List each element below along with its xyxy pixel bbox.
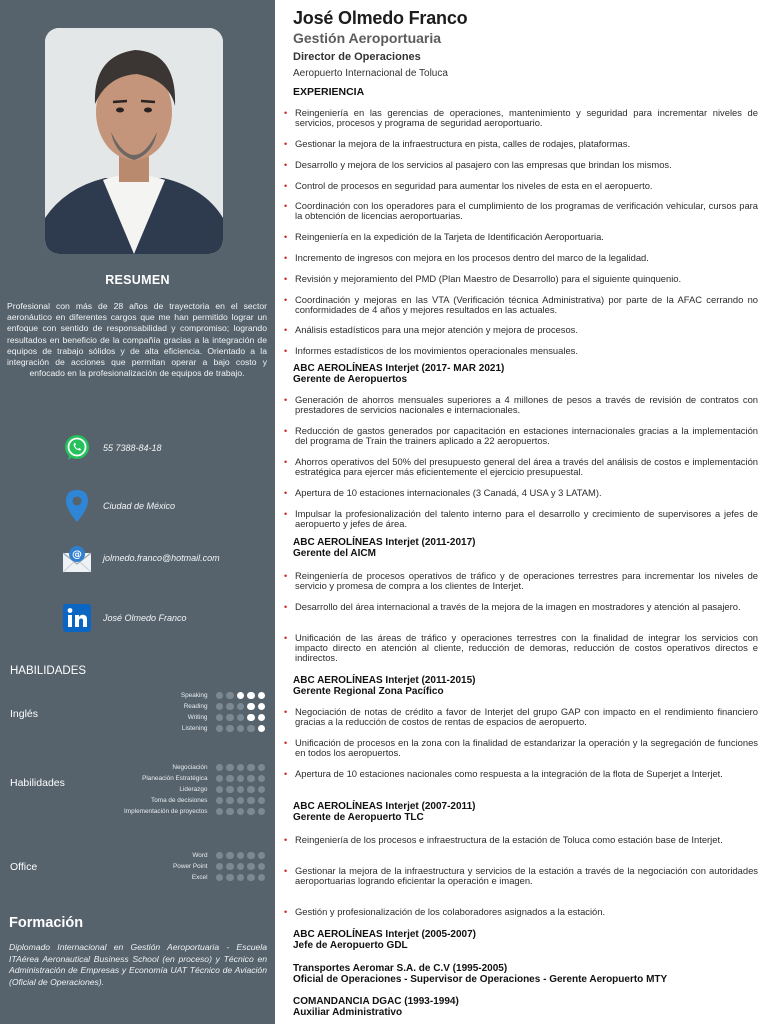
experience-bullet: • Unificación de procesos en la zona con la finalidad de estandarizar la operación y la segregación de funciones en todos los aeropuertos. — [282, 738, 758, 758]
skill-level-dot — [216, 725, 224, 733]
experience-bullet: • Reingeniería en las gerencias de operaciones, mantenimiento y seguridad para incrementar niveles de servicios, procesos y programa de seguridad aeroportuario. — [282, 108, 758, 128]
skill-name: Word — [192, 852, 208, 859]
skill-level-dot — [258, 852, 266, 860]
experience-bullet: • Gestionar la mejora de la infraestructura en pista, calles de rodajes, plataformas. — [282, 139, 758, 149]
experience-bullet: • Desarrollo y mejora de los servicios al pasajero con las empresas que brindan los mismos. — [282, 160, 758, 170]
skill-level-dot — [216, 714, 224, 722]
skill-row — [182, 723, 265, 734]
skill-level-dot — [237, 863, 245, 871]
experience-bullet: • Apertura de 10 estaciones internacionales (3 Canadá, 4 USA y 3 LATAM). — [282, 488, 758, 498]
skill-row — [179, 784, 265, 795]
skill-level-dots — [213, 692, 266, 700]
skill-row — [184, 701, 265, 712]
skill-level-dot — [226, 852, 234, 860]
skills-heading: HABILIDADES — [10, 665, 87, 677]
skill-name: Negociación — [172, 764, 208, 771]
skill-level-dot — [237, 797, 245, 805]
job-header — [293, 996, 459, 1018]
skill-level-dot — [226, 786, 234, 794]
job-company: Transportes Aeromar S.A. de C.V (1995-2005) — [293, 963, 508, 974]
experience-bullet: • Gestión y profesionalización de los colaboradores asignados a la estación. — [282, 907, 758, 917]
skill-level-dot — [247, 863, 255, 871]
skill-row — [188, 712, 265, 723]
experience-bullet: • Revisión y mejoramiento del PMD (Plan Maestro de Desarrollo) para el siguiente quinquenio. — [282, 274, 758, 284]
skill-level-dot — [258, 725, 266, 733]
job-company: ABC AEROLÍNEAS Interjet (2017- MAR 2021) — [293, 363, 505, 374]
skill-level-dot — [216, 852, 224, 860]
skill-level-dot — [216, 775, 224, 783]
experience-bullet: • Reducción de gastos generados por capacitación en estaciones internacionales gracias a la implementación del programa de Train the trainers aplicado a 22 aeropuertos. — [282, 426, 758, 446]
experience-bullet: • Desarrollo del área internacional a través de la mejora de la imagen en mostradores y atención al pasajero. — [282, 602, 758, 612]
contact-linkedin-text: José Olmedo Franco — [103, 613, 187, 623]
formacion-text: Diplomado Internacional en Gestión Aeroportuaria - Escuela ITAérea Aeronautical Business School (en proceso) y Técnico en Administración de Empresas y Economía UAT Técnico de Aviación (Oficial de Operaciones). — [9, 942, 267, 987]
skill-level-dots — [213, 714, 266, 722]
experience-bullet: • Negociación de notas de crédito a favor de Interjet del grupo GAP con impacto en el rendimiento financiero gracias a la reducción de costos de rentas de espacios de aeropuerto. — [282, 707, 758, 727]
skill-row — [124, 806, 265, 817]
skill-level-dot — [258, 808, 266, 816]
job-header — [293, 963, 667, 985]
skill-level-dot — [226, 764, 234, 772]
skill-level-dot — [237, 692, 245, 700]
skill-level-dots — [213, 874, 266, 882]
skill-name: Reading — [183, 703, 208, 710]
skill-name: Toma de decisiones — [151, 797, 208, 804]
person-name: José Olmedo Franco — [293, 8, 468, 28]
skill-row — [172, 762, 265, 773]
experience-bullet: • Reingeniería en la expedición de la Tarjeta de Identificación Aeroportuaria. — [282, 232, 758, 242]
skill-name: Liderazgo — [179, 786, 208, 793]
skill-level-dots — [213, 775, 266, 783]
skill-level-dots — [213, 797, 266, 805]
skill-level-dot — [258, 786, 266, 794]
skill-level-dot — [226, 797, 234, 805]
contact-email-text: jolmedo.franco@hotmail.com — [103, 553, 220, 563]
experience-heading: EXPERIENCIA — [293, 86, 365, 98]
skill-level-dot — [226, 874, 234, 882]
svg-text:@: @ — [72, 549, 82, 561]
job-header — [293, 363, 504, 385]
job-title: Gerente del AICM — [293, 548, 376, 559]
skill-level-dot — [247, 852, 255, 860]
linkedin-icon — [60, 601, 94, 635]
skill-level-dot — [237, 852, 245, 860]
experience-bullet: • Coordinación y mejoras en las VTA (Verificación técnica Administrativa) por parte de la AFAC cerrando no conformidades de 4 años y mejores resultados en las actuales. — [282, 295, 758, 315]
skill-level-dot — [237, 786, 245, 794]
skill-name: Speaking — [180, 692, 208, 699]
experience-bullet: • Ahorros operativos del 50% del presupuesto general del área a través del análisis de costos e implementación estratégica para ejercer más eficientemente el ejercicio presupuestal. — [282, 457, 758, 477]
skill-name: Listening — [181, 725, 208, 732]
location-pin-icon — [60, 489, 94, 523]
job-title: Jefe de Aeropuerto GDL — [293, 940, 408, 951]
skill-group-label: Habilidades — [10, 777, 65, 789]
contact-phone[interactable] — [60, 431, 270, 465]
formacion-heading: Formación — [9, 915, 84, 931]
job-header — [293, 675, 475, 697]
contact-phone-text: 55 7388-84-18 — [103, 443, 162, 453]
skill-level-dot — [226, 775, 234, 783]
skill-level-dot — [247, 692, 255, 700]
experience-bullet: • Apertura de 10 estaciones nacionales como respuesta a la integración de la flota de Superjet a Interjet. — [282, 769, 758, 779]
skill-level-dot — [226, 725, 234, 733]
skill-group-label: Inglés — [10, 708, 39, 720]
job-company: ABC AEROLÍNEAS Interjet (2011-2015) — [293, 675, 476, 686]
experience-bullet: • Reingeniería de los procesos e infraestructura de la estación de Toluca como estación base de Interjet. — [282, 835, 758, 845]
skill-row — [151, 795, 265, 806]
skill-level-dot — [237, 714, 245, 722]
job-title: Oficial de Operaciones - Supervisor de Operaciones - Gerente Aeropuerto MTY — [293, 974, 668, 985]
skill-row — [181, 690, 265, 701]
job-header — [293, 537, 475, 559]
contact-email[interactable] — [60, 541, 270, 575]
skill-level-dot — [258, 797, 266, 805]
skill-level-dot — [247, 714, 255, 722]
job-title: Gerente Regional Zona Pacífico — [293, 686, 444, 697]
skill-level-dot — [258, 714, 266, 722]
skill-level-dots — [213, 786, 266, 794]
experience-bullet: • Impulsar la profesionalización del talento interno para el desarrollo y crecimiento de supervisores a jefes de aeropuerto y jefes de área. — [282, 509, 758, 529]
experience-bullet: • Reingeniería de procesos operativos de tráfico y de operaciones terrestres para incrementar los niveles de servicio y promesa de compra a los clientes de Interjet. — [282, 571, 758, 591]
experience-bullet: • Coordinación con los operadores para el cumplimiento de los programas de verificación vehicular, cursos para la obtención de licencias aeroportuarias. — [282, 201, 758, 221]
skill-level-dot — [216, 874, 224, 882]
job-company: ABC AEROLÍNEAS Interjet (2005-2007) — [293, 929, 477, 940]
skill-row — [192, 872, 265, 883]
skill-level-dot — [216, 703, 224, 711]
experience-bullet: • Unificación de las áreas de tráfico y operaciones terrestres con la finalidad de integrar los servicios con impacto directo en atención al cliente, reducción de demoras, reducción de costos operativos directos e indirectos. — [282, 633, 758, 662]
skill-level-dots — [213, 725, 266, 733]
skill-level-dot — [216, 692, 224, 700]
skill-level-dot — [226, 703, 234, 711]
whatsapp-icon — [60, 431, 94, 465]
skill-level-dot — [226, 863, 234, 871]
skill-level-dot — [247, 703, 255, 711]
skill-level-dot — [247, 725, 255, 733]
experience-bullet: • Control de procesos en seguridad para aumentar los niveles de esta en el aeropuerto. — [282, 181, 758, 191]
skill-level-dot — [258, 775, 266, 783]
job-title: Gerente de Aeropuerto TLC — [293, 812, 424, 823]
skill-name: Planeación Estratégica — [142, 775, 208, 782]
skill-level-dot — [258, 692, 266, 700]
skill-level-dot — [226, 692, 234, 700]
profile-photo — [45, 28, 223, 254]
skill-level-dot — [216, 797, 224, 805]
skill-level-dot — [247, 808, 255, 816]
skill-row — [142, 773, 265, 784]
experience-bullet: • Gestionar la mejora de la infraestructura y servicios de la estación a través de la negociación con autoridades aeroportuarias logrando eficientar la operación e imagen. — [282, 866, 758, 886]
skill-group-label: Office — [10, 861, 38, 873]
skill-level-dot — [258, 764, 266, 772]
contact-location — [60, 489, 270, 523]
job-company: COMANDANCIA DGAC (1993-1994) — [293, 996, 459, 1007]
skill-level-dot — [247, 764, 255, 772]
resumen-heading: RESUMEN — [105, 273, 170, 287]
skill-level-dot — [216, 808, 224, 816]
experience-bullet: • Informes estadísticos de los movimientos operacionales mensuales. — [282, 346, 758, 356]
current-role: Director de Operaciones — [293, 51, 421, 63]
skill-level-dot — [247, 797, 255, 805]
skill-level-dots — [213, 863, 266, 871]
skill-level-dot — [226, 808, 234, 816]
skill-level-dots — [213, 852, 266, 860]
skill-name: Power Point — [173, 863, 208, 870]
job-header — [293, 929, 476, 951]
profession-title: Gestión Aeroportuaria — [293, 30, 442, 46]
job-title: Auxiliar Administrativo — [293, 1007, 403, 1018]
skill-level-dot — [216, 764, 224, 772]
job-title: Gerente de Aeropuertos — [293, 374, 408, 385]
skill-level-dot — [237, 808, 245, 816]
skill-name: Writing — [187, 714, 208, 721]
email-icon — [60, 541, 94, 575]
skill-level-dot — [247, 786, 255, 794]
skill-level-dot — [237, 775, 245, 783]
skill-name: Excel — [191, 874, 208, 881]
skill-level-dots — [213, 703, 266, 711]
current-employer: Aeropuerto Internacional de Toluca — [293, 68, 448, 79]
skill-row — [173, 861, 265, 872]
skill-level-dot — [237, 874, 245, 882]
skill-level-dot — [247, 775, 255, 783]
job-company: ABC AEROLÍNEAS Interjet (2011-2017) — [293, 537, 476, 548]
sidebar — [0, 0, 275, 1024]
skill-level-dot — [216, 786, 224, 794]
skill-name: Implementación de proyectos — [124, 808, 208, 815]
experience-bullet: • Generación de ahorros mensuales superiores a 4 millones de pesos a través de revisión de contratos con prestadores de servicios nacionales e internacionales. — [282, 395, 758, 415]
skill-level-dot — [237, 764, 245, 772]
skill-level-dots — [213, 808, 266, 816]
contact-linkedin[interactable] — [60, 601, 270, 635]
skill-level-dot — [258, 703, 266, 711]
skill-level-dot — [237, 703, 245, 711]
experience-bullet: • Análisis estadísticos para una mejor atención y mejora de procesos. — [282, 325, 758, 335]
job-header — [293, 801, 475, 823]
skill-level-dot — [216, 863, 224, 871]
job-company: ABC AEROLÍNEAS Interjet (2007-2011) — [293, 801, 476, 812]
skill-level-dot — [258, 863, 266, 871]
skill-level-dot — [258, 874, 266, 882]
experience-bullet: • Incremento de ingresos con mejora en los procesos dentro del marco de la legalidad. — [282, 253, 758, 263]
skill-level-dot — [247, 874, 255, 882]
skill-row — [192, 850, 265, 861]
skill-level-dot — [226, 714, 234, 722]
main-content — [282, 0, 762, 1024]
profile-photo-illustration — [45, 28, 223, 254]
resumen-text: Profesional con más de 28 años de trayectoria en el sector aeronáutico en diferentes cargos que me han permitido lograr un enfoque con sentido de responsabilidad y compromiso; logrando resultados en beneficio de la compañía gracias a la integración de equipos de trabajo sólidos y de alta eficiencia. Orientado a la integración de acciones que permitan operar a bajo costo y enfocado en la profesionalización de equipos de trabajo. — [7, 301, 267, 379]
skill-level-dots — [213, 764, 266, 772]
skill-level-dot — [237, 725, 245, 733]
contact-location-text: Ciudad de México — [103, 501, 176, 511]
